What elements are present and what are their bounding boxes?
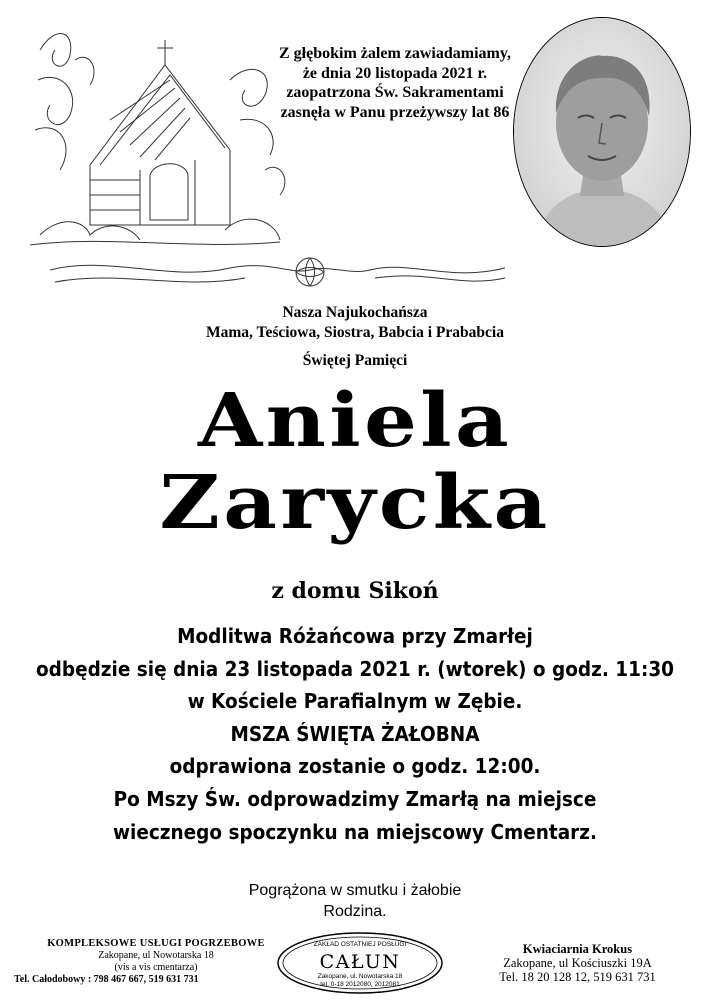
- logo-name: CAŁUN: [319, 951, 401, 973]
- logo-top-text: ZAKŁAD OSTATNIEJ POSŁUGI: [313, 941, 407, 948]
- calun-logo: [275, 930, 445, 996]
- logo-address: Zakopane, ul. Nowotarska 18: [317, 973, 403, 980]
- announcement-line: że dnia 20 listopada 2021 r.: [302, 64, 488, 82]
- florist-title: Kwiaciarnia Krokus: [522, 942, 633, 956]
- announcement-line: zasnęła w Panu przeżywszy lat 86: [280, 103, 510, 121]
- details-line: odbędzie się dnia 23 listopada 2021 r. (wtorek) o godz. 11:30: [35, 656, 675, 681]
- maiden-name: z domu Sikoń: [271, 578, 439, 604]
- details-line: Modlitwa Różańcowa przy Zmarłej: [177, 624, 533, 648]
- mourners-signature: [0, 880, 710, 922]
- details-line: Po Mszy Św. odprowadzimy Zmarłą na miejsce: [113, 786, 597, 811]
- deceased-first-name: Aniela: [197, 378, 513, 464]
- details-line: wiecznego spoczynku na miejscowy Cmentarz.: [112, 819, 598, 844]
- announcement-line: zaopatrzona Św. Sakramentami: [286, 84, 504, 101]
- florist-address: Zakopane, ul Kościuszki 19A: [503, 956, 652, 970]
- funeral-home-note: (vis a vis cmentarza): [114, 962, 198, 973]
- mourners-line-1: Pogrążona w smutku i żałobie: [248, 882, 462, 899]
- announcement-line: Z głębokim żalem zawiadamiamy,: [279, 45, 511, 62]
- details-line: MSZA ŚWIĘTA ŻAŁOBNA: [230, 721, 480, 746]
- logo-phone: tel. 0-18 2012080, 2012081: [320, 981, 400, 988]
- beloved-line-1: Nasza Najukochańsza: [282, 304, 428, 321]
- funeral-home-info: [6, 938, 306, 986]
- memory-caption: Świętej Pamięci: [302, 352, 408, 369]
- funeral-home-phone: Tel. Całodobowy : 798 467 667, 519 631 731: [14, 974, 199, 985]
- deceased-last-name: Zarycka: [159, 460, 551, 546]
- portrait-photo-icon: [514, 18, 690, 246]
- funeral-home-address: Zakopane, ul Nowotarska 18: [98, 950, 214, 961]
- details-line: w Kościele Parafialnym w Zębie.: [187, 689, 523, 714]
- beloved-line-2: Mama, Teściowa, Siostra, Babcia i Prababcia: [206, 324, 504, 341]
- funeral-details: [0, 620, 710, 848]
- portrait-photo: [513, 17, 691, 247]
- mourners-line-2: Rodzina.: [323, 903, 387, 920]
- details-line: odprawiona zostanie o godz. 12:00.: [169, 754, 541, 779]
- beloved-relations: [0, 303, 710, 343]
- florist-info: [455, 942, 700, 984]
- funeral-home-title: KOMPLEKSOWE USŁUGI POGRZEBOWE: [47, 938, 265, 949]
- announcement-text: [270, 44, 520, 122]
- florist-phone: Tel. 18 20 128 12, 519 631 731: [499, 970, 656, 984]
